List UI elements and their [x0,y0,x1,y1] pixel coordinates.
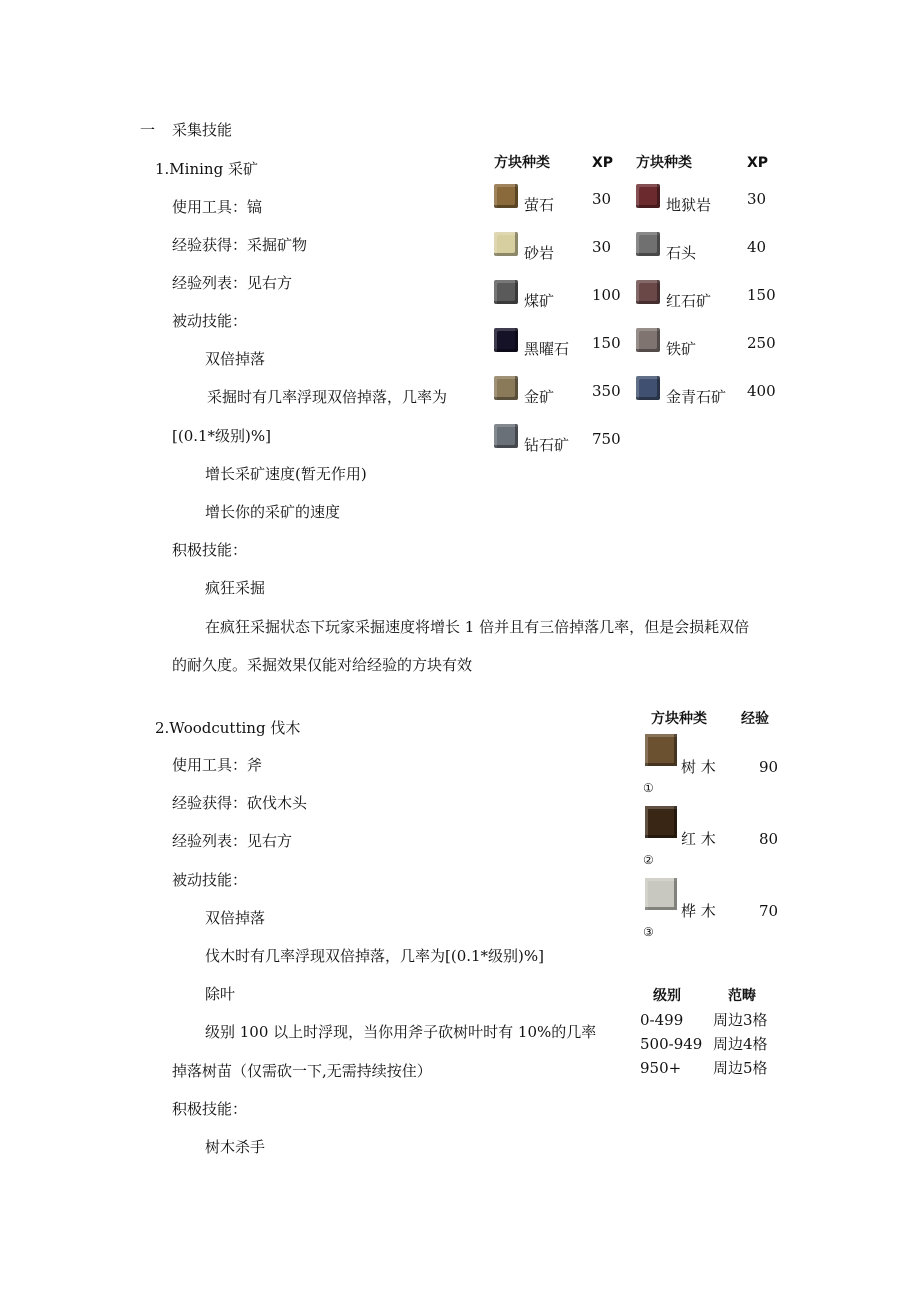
woodcutting-leaf-blower-desc-1: 级别 100 以上时浮现，当你用斧子砍树叶时有 10%的几率 [205,1023,597,1041]
range-value: 周边3格 [713,1011,768,1029]
woodcutting-tool: 使用工具：斧 [172,756,263,774]
spruce-log-block-icon [645,806,677,838]
woodcutting-title: 2.Woodcutting 伐木 [155,719,301,737]
mining-title: 1.Mining 采矿 [155,160,258,178]
mining-table-header-xp-left: XP [592,155,614,171]
woodcutting-xp-source: 经验获得：砍伐木头 [172,794,308,812]
mining-right-name: 铁矿 [666,340,697,358]
woodcutting-tree-feller: 树木杀手 [205,1138,266,1156]
redstone-ore-block-icon [636,280,660,304]
mining-table-header-block-left: 方块种类 [494,155,550,171]
woodcutting-leaf-blower: 除叶 [205,985,236,1003]
mining-double-drop: 双倍掉落 [205,350,266,368]
wood-mark: ② [643,853,654,867]
mining-left-xp: 100 [592,286,621,304]
wood-table-header-block: 方块种类 [651,711,707,727]
wood-name: 桦 木 [681,902,716,920]
mining-table-header-xp-right: XP [747,155,769,171]
mining-right-xp: 30 [747,190,767,208]
woodcutting-passive-heading: 被动技能： [172,871,248,889]
diamond-ore-block-icon [494,424,518,448]
mining-left-xp: 30 [592,190,612,208]
range-table-header-level: 级别 [653,988,681,1004]
woodcutting-double-drop: 双倍掉落 [205,909,266,927]
stone-block-icon [636,232,660,256]
range-table-header-range: 范畴 [728,988,756,1004]
mining-right-name: 金青石矿 [666,388,727,406]
range-level: 500-949 [640,1035,703,1053]
mining-left-name: 金矿 [524,388,555,406]
wood-table-header-xp: 经验 [741,711,769,727]
wood-xp: 90 [759,758,779,776]
mining-active-heading: 积极技能： [172,541,248,559]
woodcutting-leaf-blower-desc-2: 掉落树苗（仅需砍一下,无需持续按住） [172,1062,432,1080]
mining-left-name: 钻石矿 [524,436,570,454]
glowstone-block-icon [494,184,518,208]
range-value: 周边5格 [713,1059,768,1077]
range-level: 0-499 [640,1011,684,1029]
mining-frenzy: 疯狂采掘 [205,579,266,597]
mining-frenzy-desc-2: 的耐久度。采掘效果仅能对给经验的方块有效 [172,656,473,674]
mining-right-name: 地狱岩 [666,196,712,214]
mining-left-xp: 750 [592,430,621,448]
mining-right-xp: 150 [747,286,776,304]
wood-name: 红 木 [681,830,716,848]
woodcutting-xp-list: 经验列表：见右方 [172,832,293,850]
wood-xp: 70 [759,902,779,920]
sandstone-block-icon [494,232,518,256]
range-value: 周边4格 [713,1035,768,1053]
mining-left-name: 黑曜石 [524,340,570,358]
section-title: 采集技能 [172,121,233,139]
netherrack-block-icon [636,184,660,208]
mining-speed-desc: 增长你的采矿的速度 [205,503,341,521]
mining-table-header-block-right: 方块种类 [636,155,692,171]
mining-right-name: 红石矿 [666,292,712,310]
mining-speed: 增长采矿速度(暂无作用) [205,465,367,483]
coal-ore-block-icon [494,280,518,304]
wood-name: 树 木 [681,758,716,776]
mining-tool: 使用工具：镐 [172,198,263,216]
mining-left-xp: 30 [592,238,612,256]
birch-log-block-icon [645,878,677,910]
gold-ore-block-icon [494,376,518,400]
mining-xp-list: 经验列表：见右方 [172,274,293,292]
obsidian-block-icon [494,328,518,352]
mining-left-xp: 350 [592,382,621,400]
mining-right-xp: 250 [747,334,776,352]
mining-xp-source: 经验获得：采掘矿物 [172,236,308,254]
wood-mark: ③ [643,925,654,939]
wood-mark: ① [643,781,654,795]
section-number: 一 [140,121,156,139]
mining-right-name: 石头 [666,244,697,262]
mining-right-xp: 40 [747,238,767,256]
mining-left-name: 煤矿 [524,292,555,310]
mining-frenzy-desc-1: 在疯狂采掘状态下玩家采掘速度将增长 1 倍并且有三倍掉落几率，但是会损耗双倍 [205,618,750,636]
mining-left-xp: 150 [592,334,621,352]
range-level: 950+ [640,1059,682,1077]
mining-double-drop-desc: 采掘时有几率浮现双倍掉落，几率为 [207,388,448,406]
woodcutting-double-drop-desc: 伐木时有几率浮现双倍掉落，几率为[(0.1*级别)%] [205,947,545,965]
mining-left-name: 萤石 [524,196,555,214]
wood-xp: 80 [759,830,779,848]
oak-log-block-icon [645,734,677,766]
woodcutting-active-heading: 积极技能： [172,1100,248,1118]
mining-right-xp: 400 [747,382,776,400]
mining-double-drop-formula: [(0.1*级别)%] [172,427,272,445]
mining-passive-heading: 被动技能： [172,312,248,330]
iron-ore-block-icon [636,328,660,352]
lapis-ore-block-icon [636,376,660,400]
mining-left-name: 砂岩 [524,244,555,262]
